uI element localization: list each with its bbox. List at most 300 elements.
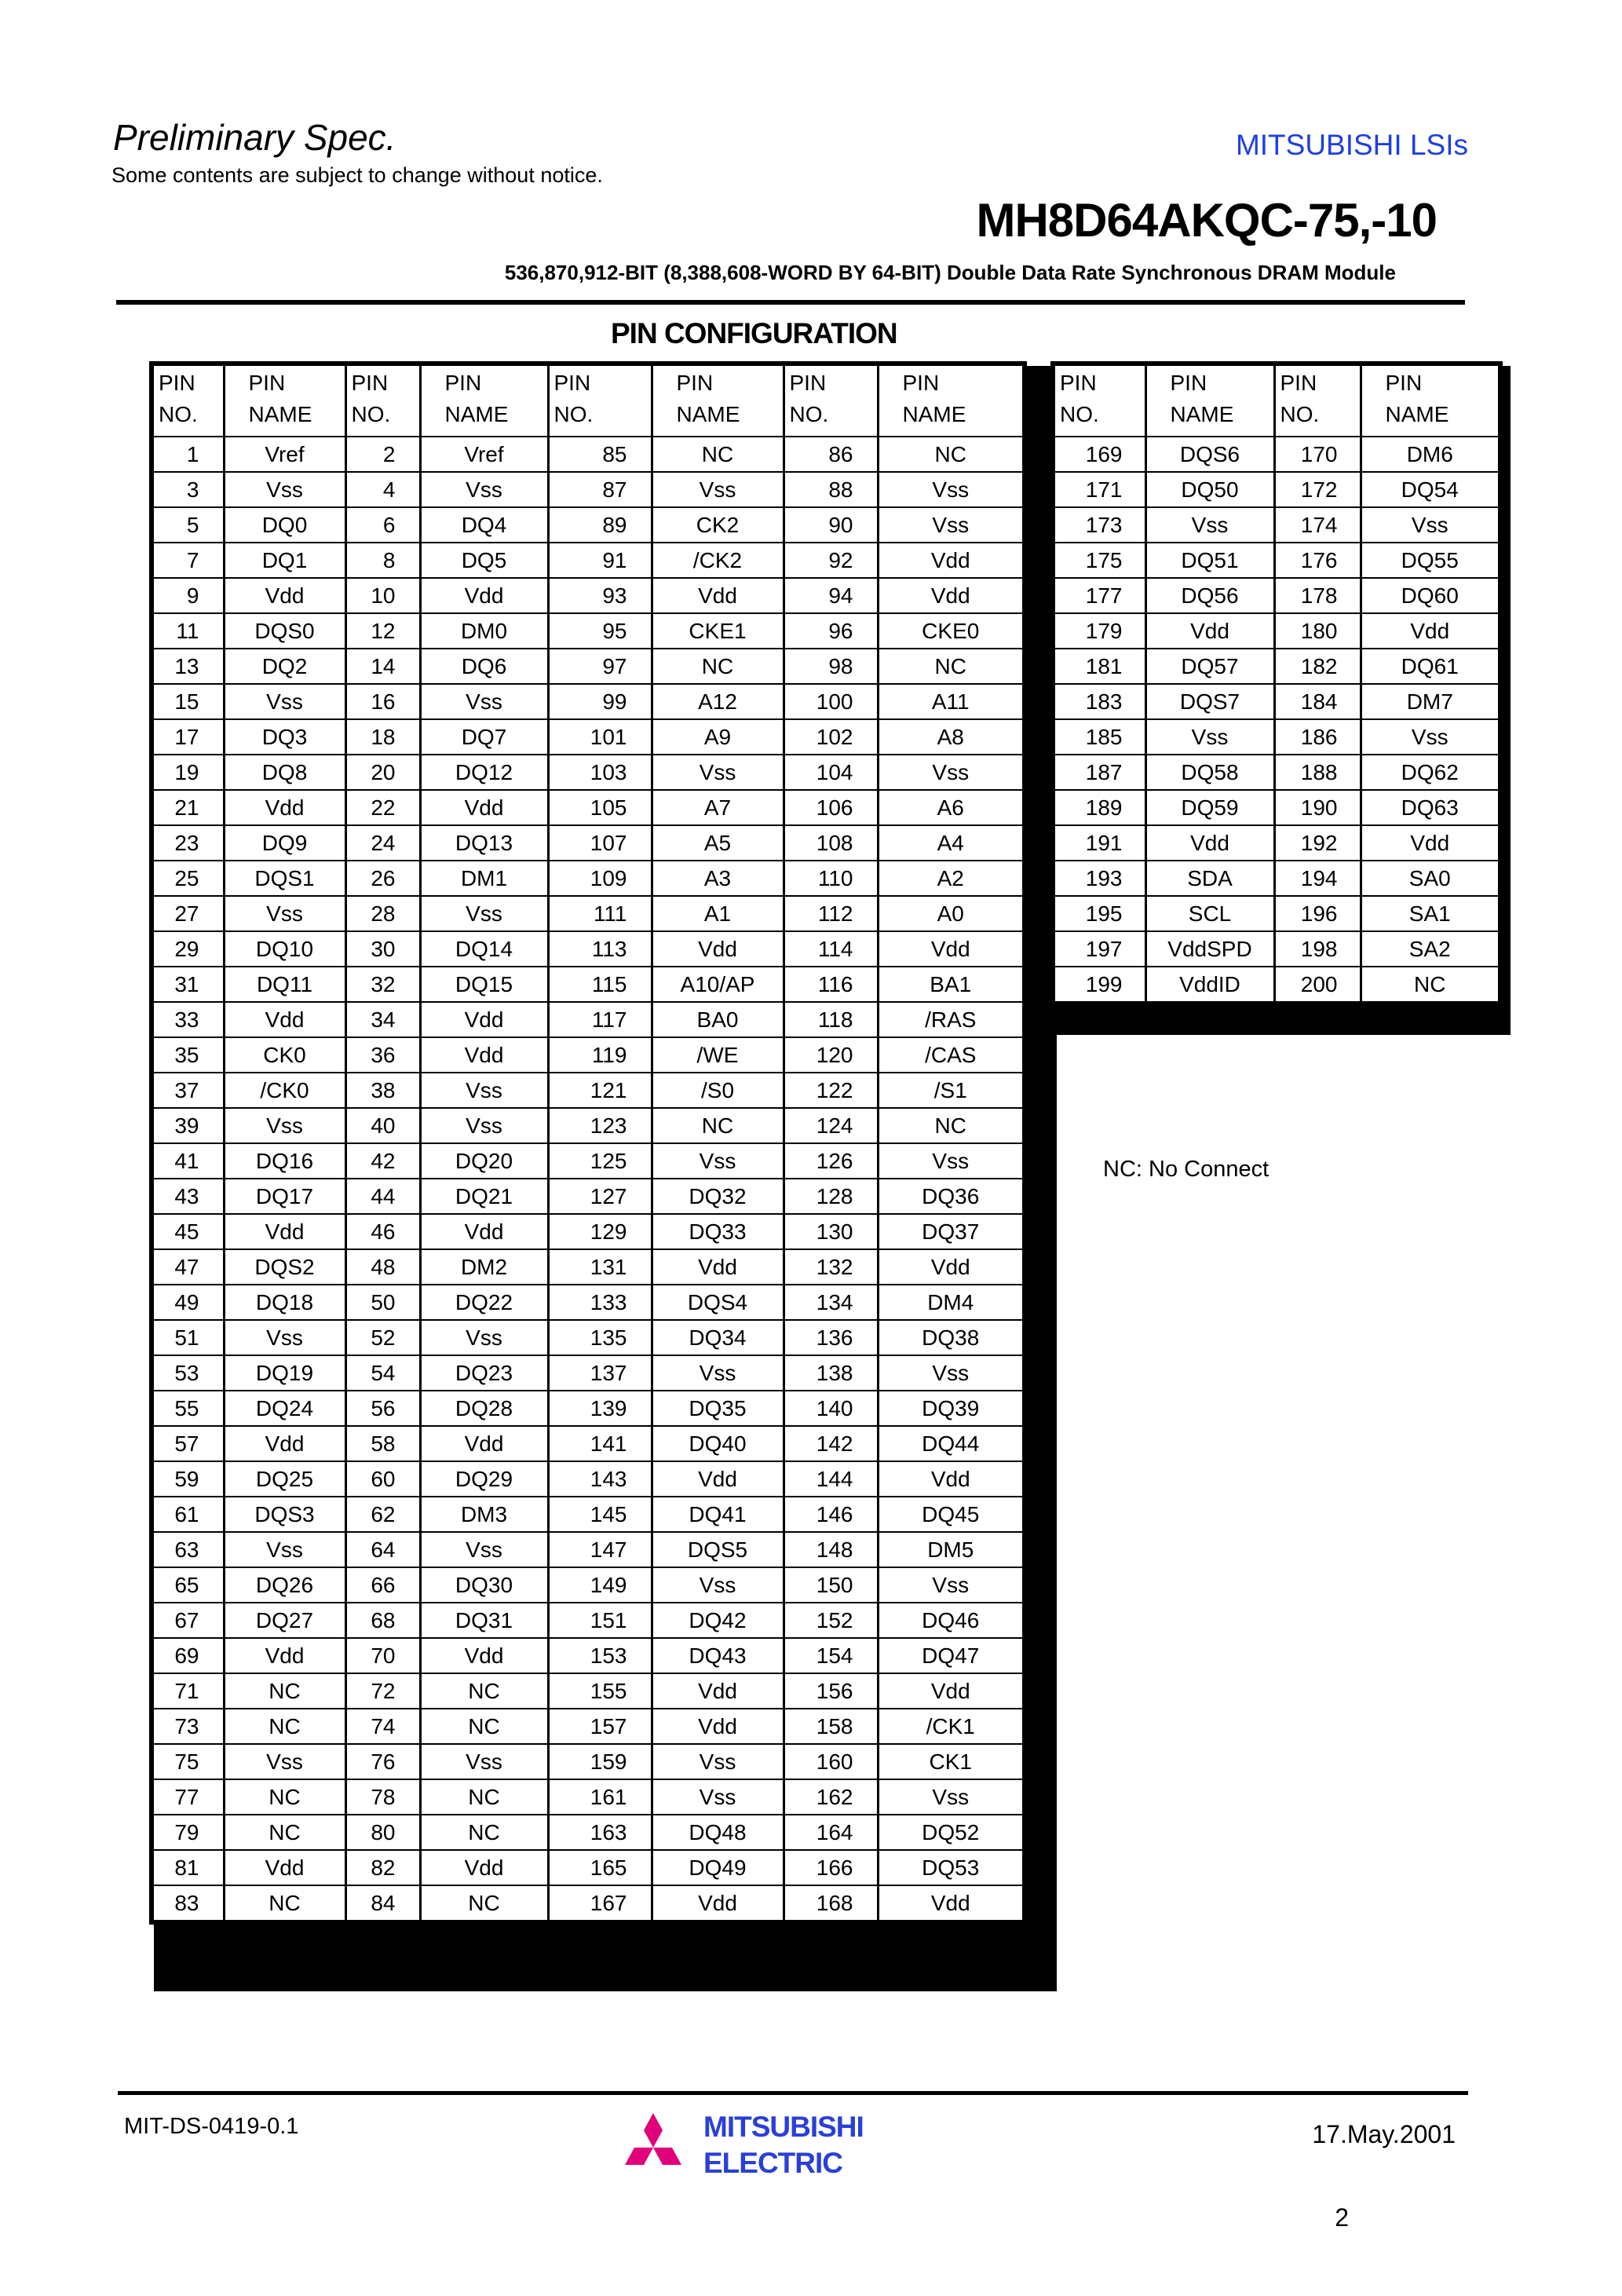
pin-name-cell: DQS4 [652,1285,784,1320]
pin-name-cell: DQ32 [652,1179,784,1214]
pin-name-cell: DQ63 [1361,790,1500,825]
pin-name-cell: DQ3 [224,719,345,755]
pin-name-cell: Vdd [224,1002,345,1037]
pin-name-cell: NC [878,649,1025,684]
pin-name-cell: Vdd [1361,613,1500,649]
pin-number-cell: 32 [345,967,420,1002]
pin-number-cell: 153 [548,1638,652,1673]
pin-number-cell: 109 [548,861,652,896]
pin-name-cell: Vss [224,1532,345,1567]
pin-name-cell: DQ6 [420,649,548,684]
pin-name-cell: /CK1 [878,1709,1025,1744]
pin-name-cell: Vdd [420,578,548,613]
table-row [152,1497,1025,1532]
header-line-1: PIN [1170,371,1207,395]
pin-name-cell: Vdd [652,1461,784,1497]
pin-number-cell: 22 [345,790,420,825]
pin-name-cell: Vss [878,1779,1025,1815]
pin-name-cell: DQ51 [1145,543,1274,578]
pin-name-cell: Vdd [652,931,784,967]
header-pin-no [1274,364,1361,437]
table-row [152,578,1025,613]
pin-name-cell: Vss [420,1744,548,1779]
pin-name-cell: DQ37 [878,1214,1025,1249]
pin-number-cell: 97 [548,649,652,684]
pin-name-cell: DQ54 [1361,472,1500,507]
pin-number-cell: 7 [152,543,224,578]
pin-name-cell: DQ46 [878,1603,1025,1638]
pin-number-cell: 126 [784,1143,878,1179]
pin-number-cell: 107 [548,825,652,861]
pin-number-cell: 131 [548,1249,652,1285]
pin-name-cell: /CAS [878,1037,1025,1073]
pin-number-cell: 45 [152,1214,224,1249]
pin-name-cell: DQ48 [652,1815,784,1850]
header-line-2: NO. [553,402,594,426]
pin-name-cell: Vss [878,1143,1025,1179]
header-divider [116,300,1465,305]
pin-name-cell: A12 [652,684,784,719]
header-line-1: PIN [1060,371,1097,395]
pin-name-cell: A8 [878,719,1025,755]
pin-name-cell: DQ2 [224,649,345,684]
pin-number-cell: 75 [152,1744,224,1779]
pin-number-cell: 90 [784,507,878,543]
pin-name-cell: Vdd [1145,613,1274,649]
pin-number-cell: 74 [345,1709,420,1744]
company-logo-text [703,2109,864,2181]
pin-number-cell: 134 [784,1285,878,1320]
pin-name-cell: DQ58 [1145,755,1274,790]
table-row [152,1391,1025,1426]
table-row [1053,719,1500,755]
pin-number-cell: 24 [345,825,420,861]
pin-name-cell: Vss [1145,719,1274,755]
footer-divider [118,2091,1468,2095]
table-row [1053,896,1500,931]
mitsubishi-logo-icon [614,2111,692,2188]
pin-number-cell: 61 [152,1497,224,1532]
pin-name-cell: Vdd [224,1850,345,1885]
pin-number-cell: 168 [784,1885,878,1922]
pin-name-cell: Vss [420,1532,548,1567]
pin-number-cell: 194 [1274,861,1361,896]
pin-name-cell: /CK2 [652,543,784,578]
pin-name-cell: DQ28 [420,1391,548,1426]
table-row [152,861,1025,896]
pin-number-cell: 152 [784,1603,878,1638]
table-row [152,1214,1025,1249]
pin-name-cell: VddID [1145,967,1274,1004]
pin-name-cell: CKE0 [878,613,1025,649]
pin-name-cell: DM1 [420,861,548,896]
header-pin-name [1361,364,1500,437]
pin-name-cell: DQ20 [420,1143,548,1179]
table-row [152,1850,1025,1885]
pin-name-cell: NC [420,1673,548,1709]
table-row [152,1567,1025,1603]
pin-name-cell: Vss [224,896,345,931]
pin-name-cell: Vdd [652,1673,784,1709]
pin-number-cell: 133 [548,1285,652,1320]
pin-number-cell: 63 [152,1532,224,1567]
pin-number-cell: 165 [548,1850,652,1885]
header-line-1: PIN [444,371,482,395]
pin-number-cell: 27 [152,896,224,931]
pin-name-cell: Vss [420,1073,548,1108]
pin-name-cell: Vdd [420,1214,548,1249]
pin-name-cell: DQ56 [1145,578,1274,613]
pin-name-cell: SA0 [1361,861,1500,896]
pin-number-cell: 67 [152,1603,224,1638]
pin-name-cell: DQ45 [878,1497,1025,1532]
pin-name-cell: NC [878,1108,1025,1143]
pin-name-cell: DQ13 [420,825,548,861]
header-line-1: PIN [159,371,195,395]
pin-number-cell: 28 [345,896,420,931]
header-line-1: PIN [553,371,591,395]
pin-number-cell: 170 [1274,437,1361,472]
pin-number-cell: 84 [345,1885,420,1922]
pin-number-cell: 66 [345,1567,420,1603]
table-row [152,790,1025,825]
pin-number-cell: 31 [152,967,224,1002]
pin-number-cell: 125 [548,1143,652,1179]
pin-number-cell: 54 [345,1355,420,1391]
pin-name-cell: Vdd [878,1885,1025,1922]
section-title: PIN CONFIGURATION [611,317,897,349]
preliminary-label: Preliminary Spec. [113,117,396,158]
pin-name-cell: Vdd [878,931,1025,967]
pin-name-cell: DQS0 [224,613,345,649]
header-pin-no [784,364,878,437]
table-row [152,1461,1025,1497]
pin-name-cell: DM2 [420,1249,548,1285]
pin-number-cell: 114 [784,931,878,967]
pin-name-cell: /RAS [878,1002,1025,1037]
pin-name-cell: NC [420,1815,548,1850]
pin-name-cell: Vss [652,1143,784,1179]
table-row [152,1143,1025,1179]
pin-name-cell: DQ27 [224,1603,345,1638]
pin-name-cell: DQS6 [1145,437,1274,472]
pin-number-cell: 17 [152,719,224,755]
pin-name-cell: Vss [1361,719,1500,755]
pin-name-cell: Vss [420,1108,548,1143]
pin-name-cell: Vss [224,1108,345,1143]
pin-number-cell: 19 [152,755,224,790]
pin-name-cell: Vss [652,1744,784,1779]
pin-number-cell: 43 [152,1179,224,1214]
pin-name-cell: DQ25 [224,1461,345,1497]
pin-name-cell: Vss [224,1744,345,1779]
pin-name-cell: Vss [652,1779,784,1815]
pin-number-cell: 86 [784,437,878,472]
pin-number-cell: 37 [152,1073,224,1108]
pin-name-cell: VddSPD [1145,931,1274,967]
pin-name-cell: SA2 [1361,931,1500,967]
pin-number-cell: 177 [1053,578,1145,613]
pin-number-cell: 41 [152,1143,224,1179]
pin-number-cell: 181 [1053,649,1145,684]
pin-number-cell: 92 [784,543,878,578]
pin-number-cell: 44 [345,1179,420,1214]
pin-name-cell: A6 [878,790,1025,825]
pin-number-cell: 199 [1053,967,1145,1004]
pin-number-cell: 48 [345,1249,420,1285]
pin-name-cell: DQ60 [1361,578,1500,613]
pin-name-cell: DQ22 [420,1285,548,1320]
pin-number-cell: 10 [345,578,420,613]
pin-number-cell: 167 [548,1885,652,1922]
pin-number-cell: 173 [1053,507,1145,543]
table-row [152,1426,1025,1461]
pin-number-cell: 25 [152,861,224,896]
pin-name-cell: DQS5 [652,1532,784,1567]
pin-name-cell: DM3 [420,1497,548,1532]
pin-name-cell: Vdd [652,1885,784,1922]
table-row [1053,472,1500,507]
pin-number-cell: 56 [345,1391,420,1426]
pin-number-cell: 111 [548,896,652,931]
pin-name-cell: Vdd [224,1638,345,1673]
pin-number-cell: 18 [345,719,420,755]
pin-number-cell: 139 [548,1391,652,1426]
pin-name-cell: Vdd [224,790,345,825]
table-row [152,507,1025,543]
pin-number-cell: 129 [548,1214,652,1249]
pin-name-cell: DQ24 [224,1391,345,1426]
pin-number-cell: 77 [152,1779,224,1815]
pin-name-cell: A7 [652,790,784,825]
pin-name-cell: NC [1361,967,1500,1004]
table-row [152,1355,1025,1391]
pin-number-cell: 127 [548,1179,652,1214]
table-row [1053,684,1500,719]
pin-name-cell: DQ30 [420,1567,548,1603]
pin-number-cell: 60 [345,1461,420,1497]
table-row [152,1179,1025,1214]
pin-number-cell: 100 [784,684,878,719]
pin-number-cell: 82 [345,1850,420,1885]
pin-number-cell: 96 [784,613,878,649]
pin-name-cell: DM0 [420,613,548,649]
pin-number-cell: 87 [548,472,652,507]
pin-name-cell: DQ53 [878,1850,1025,1885]
table-row [152,1673,1025,1709]
pin-name-cell: DQ34 [652,1320,784,1355]
pin-number-cell: 102 [784,719,878,755]
table-row [152,1532,1025,1567]
pin-name-cell: DQS7 [1145,684,1274,719]
pin-number-cell: 40 [345,1108,420,1143]
pin-name-cell: A3 [652,861,784,896]
pin-number-cell: 137 [548,1355,652,1391]
header-line-2: NAME [1170,402,1234,426]
pin-number-cell: 128 [784,1179,878,1214]
pin-number-cell: 196 [1274,896,1361,931]
table-row [152,1638,1025,1673]
pin-number-cell: 73 [152,1709,224,1744]
pin-number-cell: 138 [784,1355,878,1391]
header-pin-name [224,364,345,437]
pin-number-cell: 136 [784,1320,878,1355]
pin-name-cell: DQ17 [224,1179,345,1214]
pin-name-cell: Vref [224,437,345,472]
pin-name-cell: Vdd [878,1249,1025,1285]
table-header-row [1053,364,1500,437]
table-row [152,896,1025,931]
pin-number-cell: 46 [345,1214,420,1249]
header-line-1: PIN [248,371,286,395]
table-row [1053,861,1500,896]
header-line-2: NO. [1280,402,1320,426]
pin-name-cell: DQ18 [224,1285,345,1320]
pin-name-cell: DQ43 [652,1638,784,1673]
pin-number-cell: 88 [784,472,878,507]
pin-name-cell: DQ52 [878,1815,1025,1850]
table-row [152,967,1025,1002]
header-line-1: PIN [351,371,389,395]
pin-number-cell: 39 [152,1108,224,1143]
table-row [1053,755,1500,790]
pin-name-cell: DQ4 [420,507,548,543]
table-row [152,1002,1025,1037]
pin-number-cell: 49 [152,1285,224,1320]
pin-name-cell: Vss [878,1567,1025,1603]
pin-number-cell: 119 [548,1037,652,1073]
pin-name-cell: NC [224,1779,345,1815]
pin-number-cell: 148 [784,1532,878,1567]
table-row [152,472,1025,507]
pin-number-cell: 112 [784,896,878,931]
pin-number-cell: 171 [1053,472,1145,507]
pin-number-cell: 99 [548,684,652,719]
pin-number-cell: 53 [152,1355,224,1391]
header-pin-name [420,364,548,437]
pin-name-cell: DQ33 [652,1214,784,1249]
pin-name-cell: DQ62 [1361,755,1500,790]
pin-name-cell: BA0 [652,1002,784,1037]
pin-number-cell: 143 [548,1461,652,1497]
table-row [1053,649,1500,684]
pin-name-cell: A0 [878,896,1025,931]
pin-name-cell: Vdd [1145,825,1274,861]
pin-name-cell: Vss [224,684,345,719]
pin-number-cell: 149 [548,1567,652,1603]
pin-number-cell: 162 [784,1779,878,1815]
pin-number-cell: 160 [784,1744,878,1779]
pin-number-cell: 8 [345,543,420,578]
pin-number-cell: 164 [784,1815,878,1850]
pin-name-cell: Vdd [420,1850,548,1885]
pin-number-cell: 9 [152,578,224,613]
pin-name-cell: Vss [878,472,1025,507]
table-row [152,543,1025,578]
pin-name-cell: DQ39 [878,1391,1025,1426]
pin-number-cell: 169 [1053,437,1145,472]
pin-number-cell: 42 [345,1143,420,1179]
pin-name-cell: DQS1 [224,861,345,896]
pin-name-cell: Vdd [878,1673,1025,1709]
header-line-1: PIN [1385,371,1423,395]
pin-number-cell: 122 [784,1073,878,1108]
pin-name-cell: DQ31 [420,1603,548,1638]
pin-number-cell: 124 [784,1108,878,1143]
pin-name-cell: NC [420,1779,548,1815]
pin-number-cell: 89 [548,507,652,543]
pin-name-cell: DQ41 [652,1497,784,1532]
pin-number-cell: 14 [345,649,420,684]
pin-number-cell: 1 [152,437,224,472]
pin-number-cell: 144 [784,1461,878,1497]
table-header-row [152,364,1025,437]
pin-number-cell: 11 [152,613,224,649]
table-row [152,1744,1025,1779]
table-row [152,1603,1025,1638]
pin-name-cell: DQ29 [420,1461,548,1497]
pin-name-cell: NC [224,1885,345,1922]
pin-number-cell: 159 [548,1744,652,1779]
document-number: MIT-DS-0419-0.1 [124,2114,299,2139]
pin-number-cell: 120 [784,1037,878,1073]
pin-name-cell: NC [420,1709,548,1744]
pin-name-cell: CK0 [224,1037,345,1073]
pin-number-cell: 157 [548,1709,652,1744]
pin-number-cell: 3 [152,472,224,507]
header-line-2: NAME [248,402,312,426]
pin-name-cell: DQS2 [224,1249,345,1285]
pin-name-cell: Vdd [652,1709,784,1744]
pin-name-cell: A5 [652,825,784,861]
header-line-1: PIN [676,371,714,395]
pin-name-cell: /WE [652,1037,784,1073]
pin-name-cell: NC [420,1885,548,1922]
pin-number-cell: 161 [548,1779,652,1815]
pin-name-cell: Vdd [878,578,1025,613]
pin-number-cell: 95 [548,613,652,649]
table-row [152,1815,1025,1850]
pin-number-cell: 70 [345,1638,420,1673]
table-row [1053,931,1500,967]
pin-name-cell: DQ10 [224,931,345,967]
pin-name-cell: DQ1 [224,543,345,578]
module-description: 536,870,912-BIT (8,388,608-WORD BY 64-BIT) Double Data Rate Synchronous DRAM Module [504,261,1396,284]
table-row [152,931,1025,967]
pin-number-cell: 83 [152,1885,224,1922]
header-pin-name [652,364,784,437]
pin-name-cell: DQ55 [1361,543,1500,578]
table-row [1053,967,1500,1004]
pin-number-cell: 142 [784,1426,878,1461]
pin-name-cell: Vdd [652,1249,784,1285]
pin-number-cell: 145 [548,1497,652,1532]
pin-name-cell: Vss [652,472,784,507]
pin-number-cell: 132 [784,1249,878,1285]
pin-name-cell: SCL [1145,896,1274,931]
pin-number-cell: 51 [152,1320,224,1355]
pin-name-cell: NC [652,1108,784,1143]
header-pin-no [152,364,224,437]
pin-name-cell: Vss [420,1320,548,1355]
pin-number-cell: 2 [345,437,420,472]
header-line-2: NO. [351,402,391,426]
pin-name-cell: Vss [1145,507,1274,543]
header-line-1: PIN [789,371,827,395]
pin-number-cell: 98 [784,649,878,684]
pin-number-cell: 21 [152,790,224,825]
pin-name-cell: SA1 [1361,896,1500,931]
